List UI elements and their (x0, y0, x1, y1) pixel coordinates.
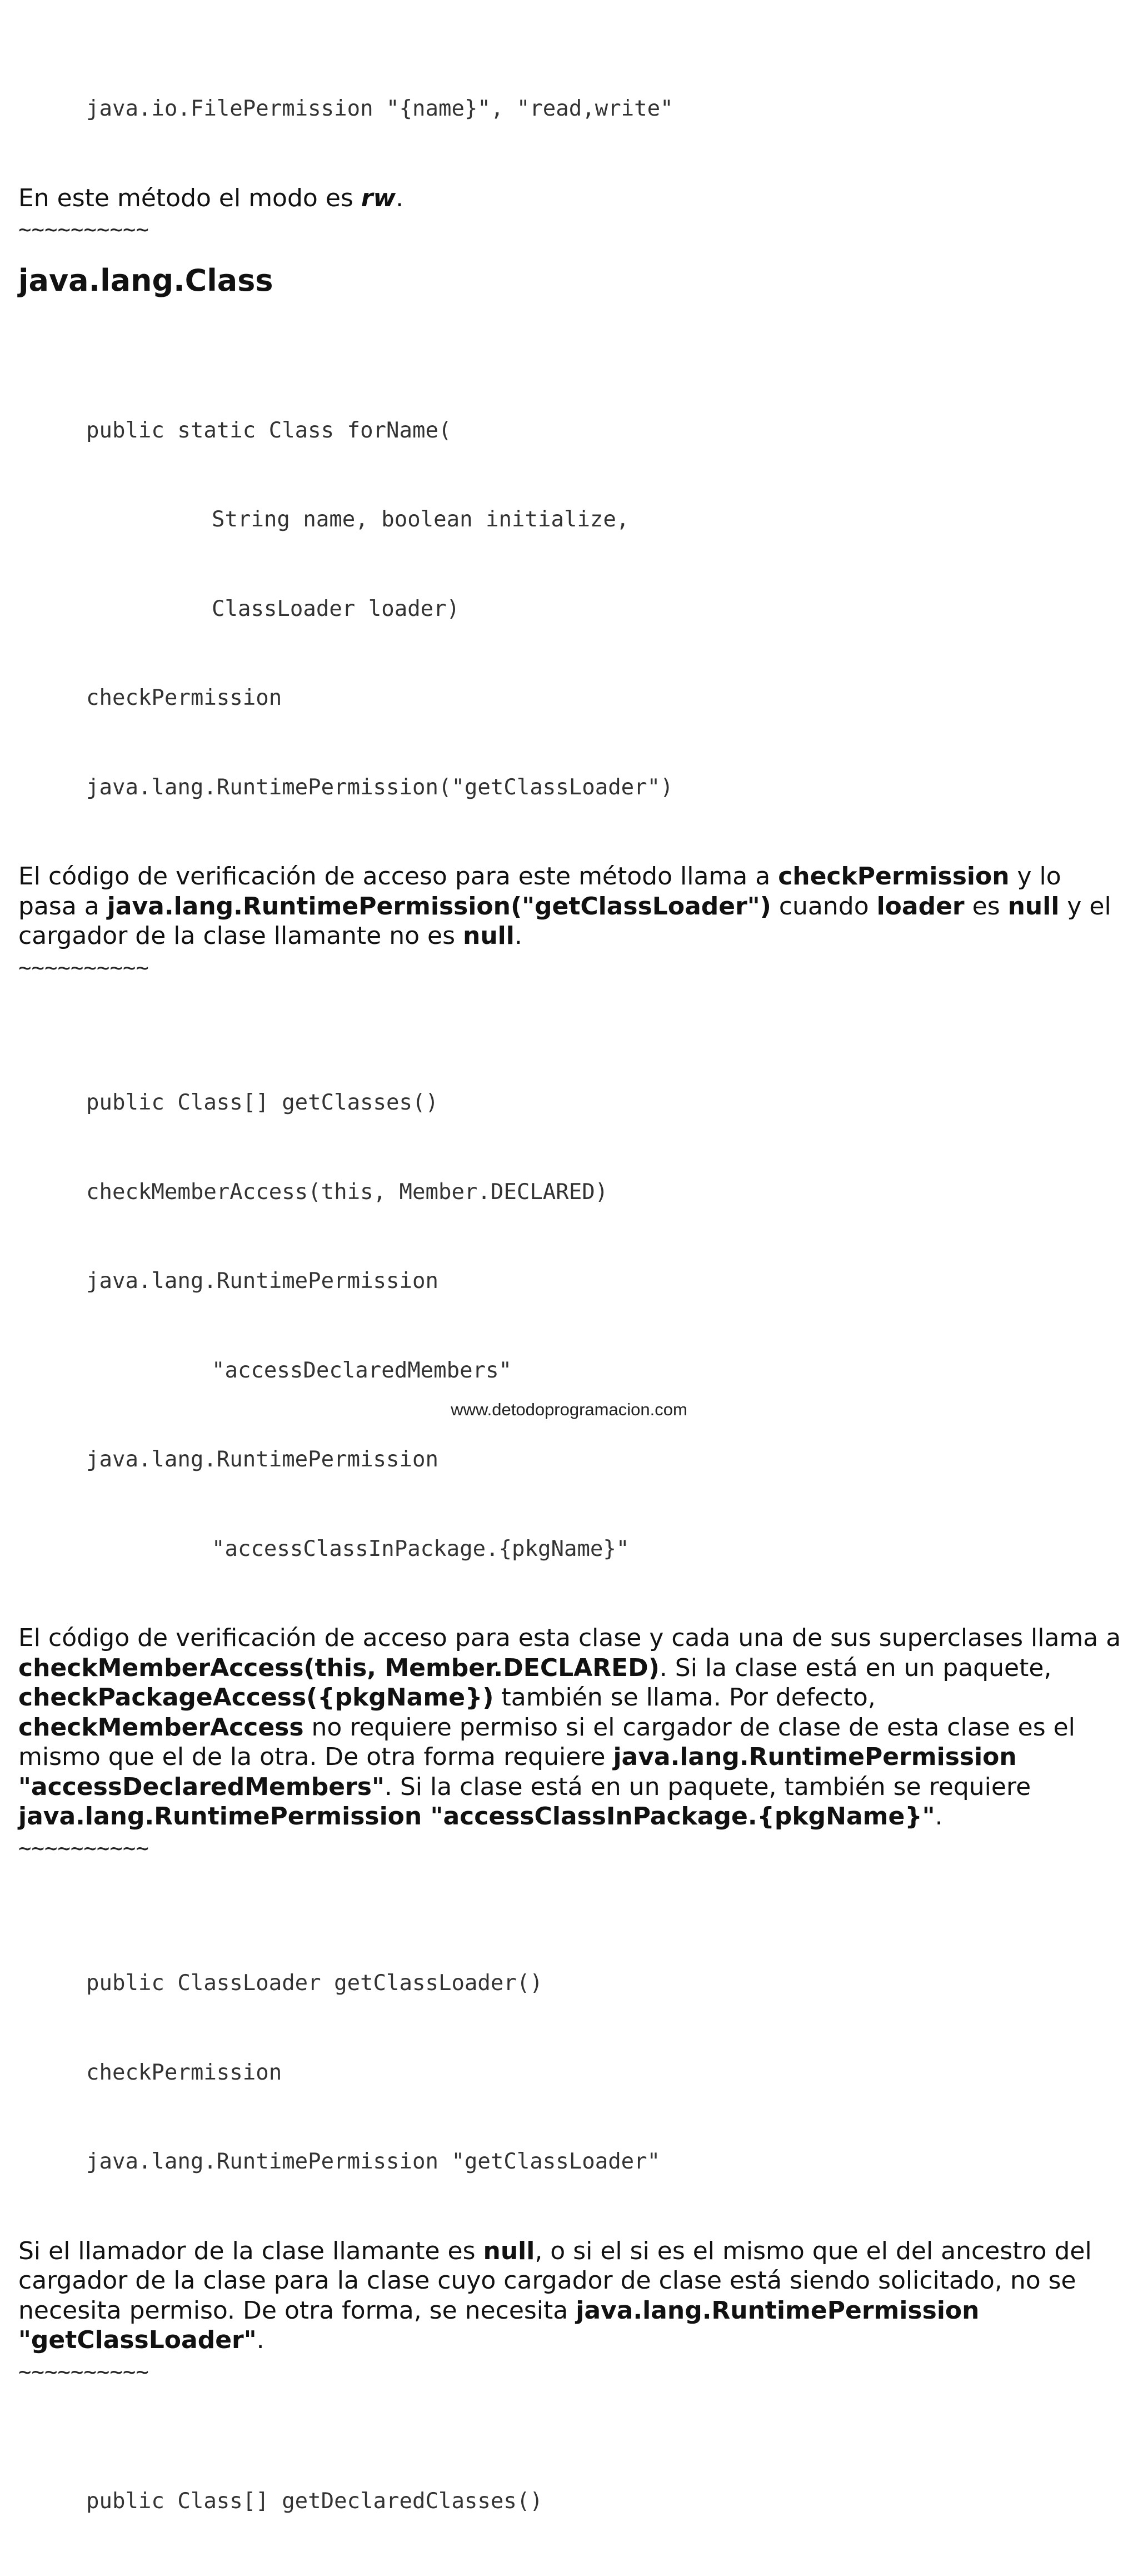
code-line: ClassLoader loader) (212, 596, 460, 621)
paragraph-text: . (396, 183, 404, 212)
paragraph-text: y lo pasa a (18, 862, 1069, 921)
bold-term: null (1007, 892, 1060, 921)
code-line: public Class[] getClasses() (86, 1090, 438, 1115)
separator: ~~~~~~~~~~ (18, 2359, 149, 2385)
code-line: public ClassLoader getClassLoader() (86, 1971, 543, 1996)
bold-term: checkPackageAccess({pkgName}) (18, 1683, 494, 1712)
code-line: java.lang.RuntimePermission (86, 1269, 438, 1294)
footer-url: www.detodoprogramacion.com (451, 1400, 687, 1419)
paragraph-text: Si el llamador de la clase llamante es (18, 2236, 483, 2265)
bold-term: java.lang.RuntimePermission "accessDeclaredMembers" (18, 1743, 1026, 1801)
document-page (18, 34, 1129, 2576)
bold-term: java.lang.RuntimePermission "getClassLoader" (18, 2296, 988, 2354)
paragraph-text: . (935, 1802, 943, 1831)
bold-term: null (463, 922, 515, 950)
paragraph-text: no requiere permiso si el cargador de clase de esta clase es el mismo que el de la otra. De otra forma requiere (18, 1713, 1083, 1771)
paragraph-mode (18, 183, 1124, 213)
code-line: "accessDeclaredMembers" (212, 1357, 512, 1383)
code-block-getdeclaredclasses (18, 2427, 1124, 2576)
code-line: java.lang.RuntimePermission (86, 1447, 438, 1472)
paragraph-text: . (256, 2326, 264, 2354)
bold-term: null (483, 2236, 535, 2265)
bold-term: java.lang.RuntimePermission("getClassLoader") (107, 892, 771, 921)
code-line: java.io.FilePermission "{name}", "read,write" (86, 96, 673, 121)
section-heading: java.lang.Class (18, 262, 273, 298)
bold-term: loader (876, 892, 965, 921)
paragraph-text: El código de verificación de acceso para este método llama a (18, 862, 778, 891)
paragraph-text: El código de verificación de acceso para esta clase y cada una de sus superclases llama a (18, 1624, 1129, 1652)
paragraph-text: cuando (771, 892, 877, 921)
mode-emphasis: rw (361, 183, 396, 212)
code-line: String name, boolean initialize, (212, 507, 630, 532)
code-line: java.lang.RuntimePermission("getClassLoader") (86, 774, 673, 800)
code-block-getclassloader (18, 1909, 1124, 2236)
separator: ~~~~~~~~~~ (18, 955, 149, 981)
paragraph-text: . Si la clase está en un paquete, (659, 1653, 1060, 1682)
bold-term: checkPermission (778, 862, 1010, 891)
code-line: public Class[] getDeclaredClasses() (86, 2489, 543, 2514)
separator: ~~~~~~~~~~ (18, 1836, 149, 1861)
paragraph-text: , o si el si es el mismo que el del ancestro del cargador de la clase para la clase cuyo cargador de clase está siendo solicitado, no se necesita permiso. De otra forma, se necesita (18, 2236, 1100, 2325)
separator: ~~~~~~~~~~ (18, 217, 149, 242)
paragraph-forname (18, 862, 1124, 951)
paragraph-text: . (514, 922, 522, 950)
paragraph-text: . Si la clase está en un paquete, también se requiere (384, 1772, 1039, 1801)
code-block-forname (18, 356, 1124, 862)
code-line: checkPermission (86, 2060, 282, 2085)
bold-term: java.lang.RuntimePermission "accessClassInPackage.{pkgName}" (18, 1802, 935, 1831)
code-block-filepermission (18, 34, 1124, 183)
code-line: public static Class forName( (86, 417, 452, 443)
paragraph-getclassloader (18, 2236, 1124, 2355)
paragraph-text: también se llama. Por defecto, (493, 1683, 884, 1712)
code-line: checkMemberAccess(this, Member.DECLARED) (86, 1179, 608, 1205)
paragraph-getclasses (18, 1623, 1129, 1832)
paragraph-text: y el cargador de la clase llamante no es (18, 892, 1119, 950)
code-line: java.lang.RuntimePermission "getClassLoader" (86, 2149, 661, 2174)
code-line: checkPermission (86, 685, 282, 710)
bold-term: checkMemberAccess(this, Member.DECLARED) (18, 1653, 660, 1682)
bold-term: checkMemberAccess (18, 1713, 304, 1742)
paragraph-text: es (964, 892, 1008, 921)
paragraph-text: En este método el modo es (18, 183, 361, 212)
code-line: "accessClassInPackage.{pkgName}" (212, 1536, 630, 1561)
code-block-getclasses (18, 1028, 1124, 1623)
